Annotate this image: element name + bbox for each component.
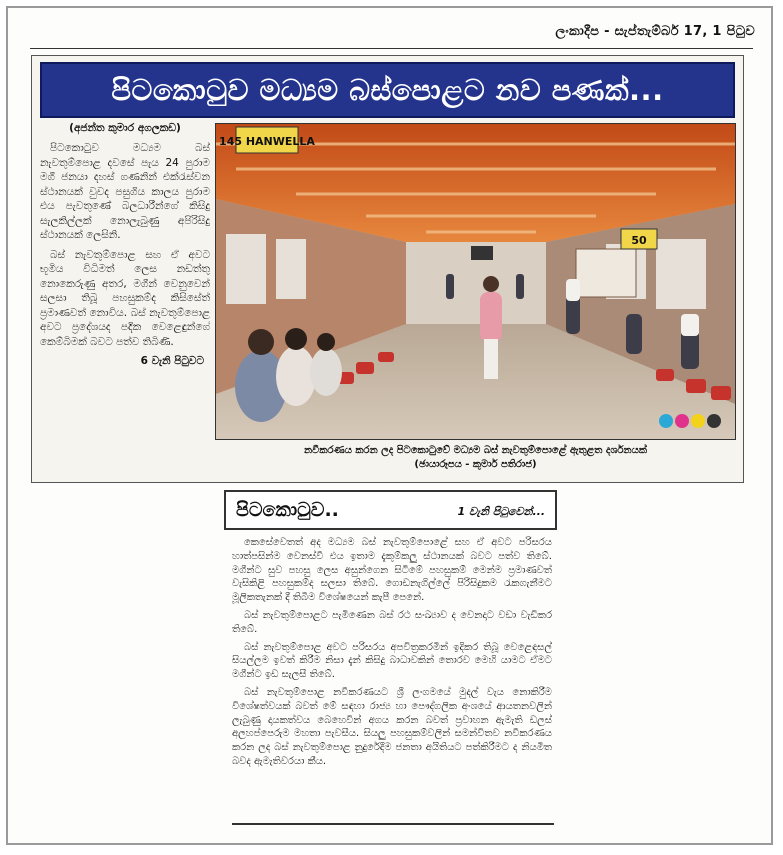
article-paragraph: බස් නැවතුම්පොළ සහ ඒ අවට භූමිය විධිමත් ලෙස නඩත්තු නොකෙරුණු අතර, මගීන් වෙනුවෙන් සලසා තිබූ පහසුකම්ද කිසිසේත් ප්‍රමාණවත් නොවිය. බස් නැවතුම්පොළ අවට ප්‍රදේශයද පදික වෙළෙඳුන්ගේ කෙම්බිමක් බවට පත්ව තිබිණි. — [40, 248, 210, 348]
continuation-header — [224, 490, 557, 530]
photo-illustration — [216, 124, 735, 439]
caption-line: නවීකරණය කරන ලද පිටකොටුවේ මධ්‍යම බස් නැවතුම්පොළේ ඇතුළත දර්ශනයක් — [304, 445, 647, 456]
masthead: ලංකාදීප - සැප්තැම්බර් 17, 1 පිටුව — [555, 24, 755, 39]
continuation-end-rule — [232, 823, 554, 825]
article-paragraph: පිටකොටුව මධ්‍යම බස් නැවතුම්පොළ දවසේ පැය 24 පුරාම මගී ජනයා දහස් ගණනින් එක්රැස්වන ස්ථානයක් වුවද පසුගිය කාලය පුරාම එය පැවතුණේ බලධාරීන්ගේ කිසිදු සැලකිල්ලක් නොලැබුණු අපිරිසිදු ස්ථානයක් ලෙසිනි. — [40, 142, 210, 241]
article-main — [31, 55, 744, 483]
article-paragraph: බස් නැවතුම්පොළට පැමිණෙන බස් රථ සංඛ්‍යාව ද වෙනදාට වඩා වැඩිකර තිබේ. — [232, 609, 552, 635]
bus-station-photo — [215, 123, 736, 440]
article-text-column — [40, 122, 210, 467]
continued-note: 6 වැනි පිටුවට — [140, 355, 204, 367]
article-paragraph: බස් නැවතුම්පොළ අවට පරිසරය අපවිත්‍රකරමින් ඉදිකර තිබූ වෙළෙඳසල් සියල්ලම ඉවත් කිරීම නිසා දැන් කිසිදු බාධාවකින් තොරව මෙහි යාමට ඒමට මගීන්ට ඉඩ සැලසී තිබේ. — [232, 641, 552, 681]
headline: පිටකොටුව මධ්‍යම බස්පොළට නව පණක්... — [40, 62, 735, 118]
platform-sign: 50 — [631, 234, 647, 247]
photo-credit: (ඡායාරූපය - කුමාර් පතිරාජ) — [414, 459, 537, 470]
byline: (අජන්ත කුමාර අගලකඩ) — [69, 122, 181, 134]
continuation-title: පිටකොටුව.. — [236, 499, 339, 521]
photo-caption — [215, 444, 736, 472]
route-sign: 145 HANWELLA — [219, 135, 315, 148]
masthead-rule — [30, 48, 753, 49]
article-continuation — [224, 490, 557, 830]
article-paragraph: බස් නැවතුම්පොළ නවීකරණයට ශ්‍රී ලංගමයේ මුදල් වැය නොකිරීම විශේෂත්වයක් බවත් මේ සඳහා රාජ්‍ය හා පෞද්ගලික අංශයේ ආයතනවලින් ලැබුණු දායකත්වය බෙහෙවින් අගය කරන බවත් ප්‍රවාහන ඇමැති ඩලස් අලහප්පෙරුම මහතා පැවසීය. සියලු පහසුකම්වලින් සමන්විතව නවීකරණය කරන ලද බස් නැවතුම්පොළ නුදුරේදීම ජනතා අයිතියට පත්කිරීමට ද නියමිත බවද ඇමැතිවරයා කීය. — [232, 686, 552, 767]
continuation-body — [232, 536, 552, 818]
continuation-from-page: 1 වැනි පිටුවෙන්... — [457, 505, 545, 518]
article-paragraph: කෙසේවෙතත් අද මධ්‍යම බස් නැවතුම්පොළේ සහ ඒ අවට පරිසරය හාත්පසින්ම වෙනස්වී එය ඉතාම දැකුම්කලු ස්ථානයක් බවට පත්ව තිබේ. මගීන්ට සුව පහසු ලෙස අසුන්ගෙන සිටීමේ පහසුකම් මෙන්ම ප්‍රමාණවත් වැසිකිළි පහසුකම්ද සලසා තිබේ. ගොඩනැගිල්ලේ පිරිසිදුකම රැකගැනීමට මූලිකතැනක් දී තිබීම විශේෂයෙන් කැපී පෙනේ. — [232, 537, 552, 604]
